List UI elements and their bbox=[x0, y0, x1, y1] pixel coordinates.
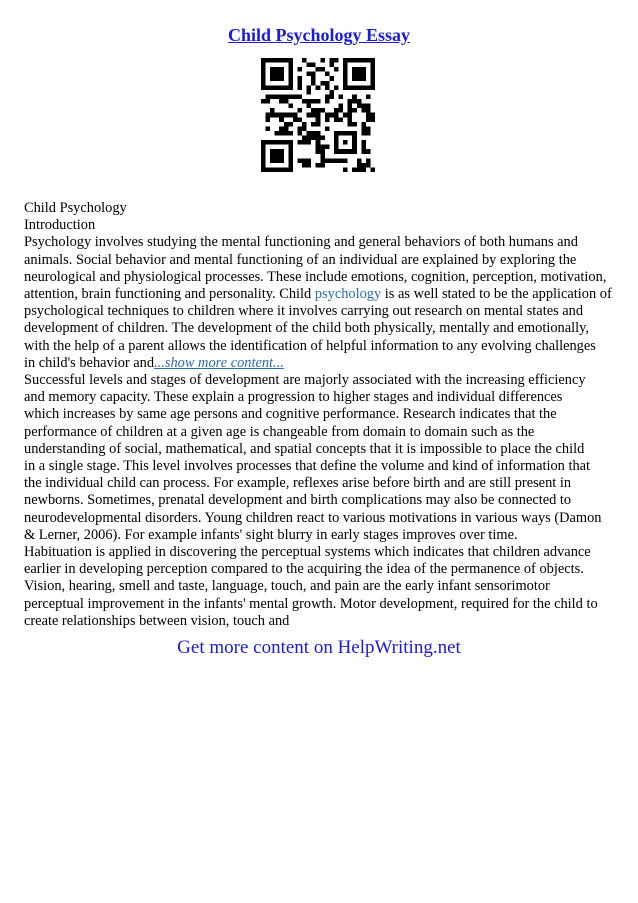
qr-module bbox=[329, 58, 334, 63]
qr-module bbox=[284, 94, 289, 99]
title-link[interactable]: Child Psychology Essay bbox=[227, 25, 411, 45]
qr-module bbox=[357, 163, 362, 168]
qr-module bbox=[311, 131, 316, 136]
paragraph-line: Habituation is applied in discovering the perceptual systems which indicates that children advance bbox=[24, 544, 591, 561]
qr-module bbox=[361, 167, 366, 172]
qr-module bbox=[334, 113, 339, 118]
qr-module bbox=[361, 145, 366, 150]
qr-module bbox=[320, 108, 325, 113]
qr-module bbox=[352, 94, 357, 99]
qr-module bbox=[325, 145, 330, 150]
qr-module bbox=[320, 67, 325, 72]
qr-module bbox=[320, 158, 325, 163]
qr-module bbox=[361, 131, 366, 136]
qr-module bbox=[270, 113, 275, 118]
qr-module bbox=[325, 99, 330, 104]
qr-module bbox=[357, 158, 362, 163]
paragraph-line: perceptual improvement in the infants' mental growth. Motor development, required for the child to bbox=[24, 595, 598, 612]
qr-module bbox=[320, 145, 325, 150]
qr-module bbox=[297, 158, 302, 163]
qr-module bbox=[297, 81, 302, 86]
qr-module bbox=[284, 122, 289, 127]
paragraph-line: psychological techniques to children where it involves carrying out research on mental states and bbox=[24, 303, 584, 320]
qr-module bbox=[297, 67, 302, 72]
qr-module bbox=[361, 163, 366, 168]
helpwriting-link[interactable]: Get more content on HelpWriting.net bbox=[177, 637, 461, 658]
qr-module bbox=[316, 113, 321, 118]
paragraph-line: and memory capacity. These explain a progression to higher stages and individual differences bbox=[24, 389, 563, 406]
qr-module bbox=[348, 113, 353, 118]
qr-module bbox=[307, 90, 312, 95]
paragraph-line bbox=[24, 286, 624, 303]
qr-module bbox=[316, 140, 321, 145]
paragraph-line: the individual child can process. For example, reflexes arise before birth and are still present in bbox=[24, 475, 572, 492]
qr-module bbox=[288, 104, 293, 109]
qr-module bbox=[361, 149, 366, 154]
qr-module bbox=[348, 104, 353, 109]
qr-module bbox=[329, 158, 334, 163]
qr-module bbox=[325, 113, 330, 118]
qr-module bbox=[316, 117, 321, 122]
qr-module bbox=[293, 117, 298, 122]
qr-module bbox=[325, 81, 330, 86]
qr-module bbox=[288, 113, 293, 118]
qr-module bbox=[311, 72, 316, 77]
qr-module bbox=[307, 158, 312, 163]
qr-module bbox=[366, 149, 371, 154]
qr-module bbox=[316, 149, 321, 154]
qr-module bbox=[284, 99, 289, 104]
qr-module bbox=[320, 163, 325, 168]
paragraph-line: with the help of a parent allows the identification of helpful information to any evolving challenges bbox=[24, 337, 596, 354]
qr-module bbox=[284, 131, 289, 136]
qr-module bbox=[302, 163, 307, 168]
qr-module bbox=[361, 122, 366, 127]
page-title bbox=[0, 24, 638, 46]
qr-module bbox=[357, 167, 362, 172]
qr-module bbox=[334, 58, 339, 63]
qr-module bbox=[302, 140, 307, 145]
qr-module bbox=[284, 113, 289, 118]
paragraph-line: create relationships between vision, touch and bbox=[24, 612, 290, 629]
qr-module bbox=[266, 117, 271, 122]
qr-module bbox=[297, 94, 302, 99]
qr-module bbox=[297, 117, 302, 122]
qr-module bbox=[284, 126, 289, 131]
qr-module bbox=[320, 58, 325, 63]
qr-module bbox=[352, 167, 357, 172]
qr-module bbox=[275, 131, 280, 136]
qr-module bbox=[311, 76, 316, 81]
qr-module bbox=[366, 163, 371, 168]
qr-module bbox=[311, 136, 316, 141]
qr-module bbox=[297, 126, 302, 131]
qr-module bbox=[307, 104, 312, 109]
qr-module bbox=[334, 117, 339, 122]
paragraph-line: animals. Social behavior and mental functioning of an individual are explained by exploring the bbox=[24, 251, 577, 268]
qr-module bbox=[366, 113, 371, 118]
paragraph-line: & Lerner, 2006). For example infants' sight blurry in early stages improves over time. bbox=[24, 526, 518, 543]
qr-module bbox=[279, 131, 284, 136]
qr-module bbox=[343, 158, 348, 163]
qr-module bbox=[297, 108, 302, 113]
qr-module bbox=[352, 122, 357, 127]
qr-module bbox=[302, 136, 307, 141]
paragraph-line: development of children. The development of the child both physically, mentally and emotionally, bbox=[24, 320, 589, 337]
paragraph-line: Psychology involves studying the mental functioning and general behaviors of both humans and bbox=[24, 234, 578, 251]
essay-body bbox=[24, 200, 624, 630]
qr-module bbox=[370, 167, 375, 172]
qr-code-icon bbox=[261, 58, 375, 172]
qr-module bbox=[352, 108, 357, 113]
qr-module bbox=[307, 140, 312, 145]
qr-module bbox=[316, 163, 321, 168]
qr-module bbox=[311, 63, 316, 68]
qr-module bbox=[361, 104, 366, 109]
qr-module bbox=[361, 140, 366, 145]
qr-module bbox=[343, 167, 348, 172]
qr-module bbox=[316, 108, 321, 113]
qr-module bbox=[307, 63, 312, 68]
paragraph-line: newborns. Sometimes, prenatal development and birth complications may also be connected to bbox=[24, 492, 572, 509]
qr-module bbox=[366, 104, 371, 109]
qr-module bbox=[297, 131, 302, 136]
paragraph-line: in a single stage. This level involves processes that define the volume and kind of information that bbox=[24, 458, 591, 475]
qr-module bbox=[343, 113, 348, 118]
qr-module bbox=[279, 94, 284, 99]
paragraph-line: neurological and physiological processes. These include emotions, cognition, perception, motivation, bbox=[24, 268, 607, 285]
paragraph-line: earlier in developing perception compared to the acquiring the idea of the permanence of objects. bbox=[24, 561, 584, 578]
qr-module bbox=[366, 158, 371, 163]
qr-module bbox=[357, 99, 362, 104]
text-segment: attention, brain functioning and personality. Child bbox=[24, 286, 315, 303]
qr-module bbox=[339, 94, 344, 99]
qr-module bbox=[279, 113, 284, 118]
qr-module bbox=[311, 81, 316, 86]
qr-module bbox=[307, 131, 312, 136]
qr-module bbox=[307, 99, 312, 104]
qr-module bbox=[279, 117, 284, 122]
qr-module bbox=[307, 113, 312, 118]
qr-module bbox=[320, 81, 325, 86]
section-heading: Introduction bbox=[24, 217, 96, 234]
footer-cta bbox=[0, 636, 638, 660]
qr-module bbox=[370, 117, 375, 122]
qr-module bbox=[329, 113, 334, 118]
qr-module bbox=[320, 149, 325, 154]
paragraph-line: understanding of social, mathematical, and spatial concepts that it is impossible to place the child bbox=[24, 440, 585, 457]
qr-module bbox=[334, 85, 339, 90]
qr-module bbox=[366, 108, 371, 113]
qr-module bbox=[339, 108, 344, 113]
qr-module bbox=[366, 131, 371, 136]
essay-heading: Child Psychology bbox=[24, 200, 127, 216]
qr-module bbox=[302, 126, 307, 131]
qr-module bbox=[297, 85, 302, 90]
qr-module bbox=[325, 117, 330, 122]
qr-module bbox=[334, 158, 339, 163]
qr-module bbox=[334, 108, 339, 113]
qr-module bbox=[311, 113, 316, 118]
qr-module bbox=[302, 58, 307, 63]
qr-module bbox=[266, 94, 271, 99]
qr-module bbox=[325, 126, 330, 131]
qr-module bbox=[320, 154, 325, 159]
qr-module bbox=[357, 104, 362, 109]
qr-module bbox=[288, 131, 293, 136]
qr-module bbox=[270, 94, 275, 99]
qr-module bbox=[266, 126, 271, 131]
qr-module bbox=[348, 117, 353, 122]
qr-module bbox=[307, 85, 312, 90]
paragraph-line: performance of children at a given age is changeable from domain to domain such as the bbox=[24, 423, 535, 440]
qr-module bbox=[297, 140, 302, 145]
show-more-link[interactable]: ...show more content... bbox=[154, 354, 284, 371]
qr-module bbox=[270, 108, 275, 113]
qr-module bbox=[366, 94, 371, 99]
paragraph-line: Vision, hearing, smell and taste, language, touch, and pain are the early infant sensorimotor bbox=[24, 578, 550, 595]
qr-module bbox=[311, 122, 316, 127]
qr-module bbox=[339, 117, 344, 122]
qr-module bbox=[329, 63, 334, 68]
qr-module bbox=[275, 94, 280, 99]
qr-module bbox=[261, 99, 266, 104]
qr-module bbox=[275, 113, 280, 118]
qr-module bbox=[297, 76, 302, 81]
qr-module bbox=[366, 126, 371, 131]
paragraph-line: which increases by same age persons and cognitive performance. Research indicates that the bbox=[24, 406, 557, 423]
qr-module bbox=[288, 122, 293, 127]
qr-module bbox=[279, 126, 284, 131]
qr-module bbox=[316, 99, 321, 104]
qr-module bbox=[293, 113, 298, 118]
qr-module bbox=[348, 99, 353, 104]
qr-module bbox=[329, 90, 334, 95]
qr-module bbox=[311, 99, 316, 104]
qr-module bbox=[325, 85, 330, 90]
qr-module bbox=[293, 94, 298, 99]
qr-module bbox=[339, 104, 344, 109]
qr-module bbox=[316, 136, 321, 141]
qr-module bbox=[266, 99, 271, 104]
qr-module bbox=[348, 122, 353, 127]
qr-module bbox=[370, 113, 375, 118]
qr-module bbox=[307, 163, 312, 168]
text-segment: is as well stated to be the application of bbox=[381, 286, 612, 303]
psychology-link[interactable]: psychology bbox=[314, 286, 382, 303]
qr-module bbox=[329, 76, 334, 81]
qr-module bbox=[325, 72, 330, 77]
qr-module bbox=[302, 158, 307, 163]
qr-module bbox=[316, 131, 321, 136]
qr-module bbox=[361, 126, 366, 131]
qr-module bbox=[316, 85, 321, 90]
qr-module bbox=[302, 99, 307, 104]
paragraph-line: neurodevelopmental disorders. Young children react to various motivations in various ways (Damon bbox=[24, 509, 602, 526]
qr-module bbox=[320, 136, 325, 141]
paragraph-line: Successful levels and stages of development are majorly associated with the increasing efficiency bbox=[24, 372, 586, 389]
qr-module bbox=[325, 158, 330, 163]
qr-module bbox=[316, 67, 321, 72]
qr-module bbox=[325, 94, 330, 99]
qr-module bbox=[307, 136, 312, 141]
qr-module bbox=[339, 158, 344, 163]
qr-module bbox=[279, 99, 284, 104]
qr-module bbox=[348, 108, 353, 113]
qr-module bbox=[334, 67, 339, 72]
paragraph-line bbox=[24, 355, 624, 372]
qr-module bbox=[329, 94, 334, 99]
qr-module bbox=[316, 145, 321, 150]
qr-module bbox=[316, 122, 321, 127]
qr-module bbox=[366, 117, 371, 122]
qr-module bbox=[307, 72, 312, 77]
qr-module bbox=[352, 99, 357, 104]
qr-module bbox=[266, 113, 271, 118]
qr-module bbox=[288, 94, 293, 99]
qr-module bbox=[302, 122, 307, 127]
text-segment: in child's behavior and bbox=[24, 354, 155, 371]
qr-module bbox=[361, 108, 366, 113]
qr-module bbox=[311, 108, 316, 113]
